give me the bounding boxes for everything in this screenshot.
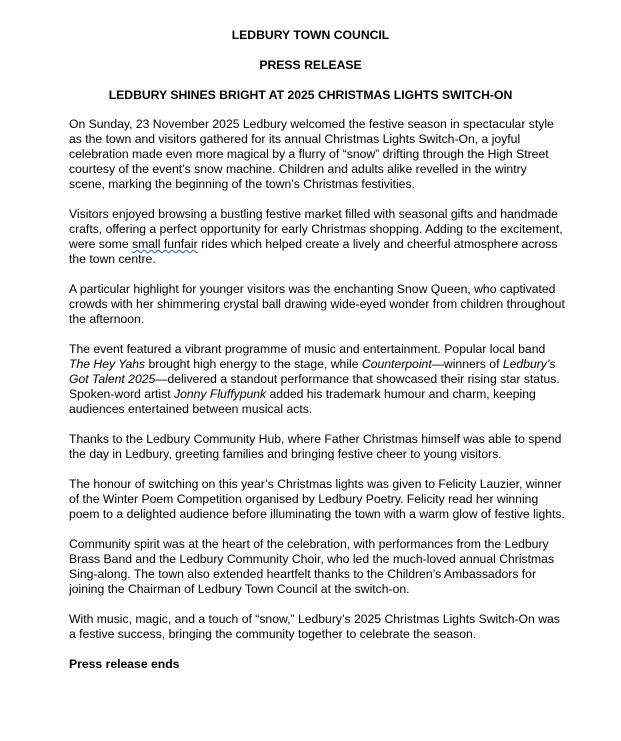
organisation-title: LEDBURY TOWN COUNCIL xyxy=(231,28,390,42)
paragraph-closing: With music, magic, and a touch of “snow,” Ledbury’s 2025 Christmas Lights Switch-On was a festive success, bringing the community together to celebrate the season. xyxy=(69,612,560,641)
paragraph-snow-queen: A particular highlight for younger visitors was the enchanting Snow Queen, who captivated crowds with her shimmering crystal ball drawing wide-eyed wonder from children throughout the afternoon. xyxy=(69,282,565,326)
paragraph-switch-on: The honour of switching on this year’s Christmas lights was given to Felicity Lauzier, winner of the Winter Poem Competition organised by Ledbury Poetry. Felicity read her winning poem to a delighted audience before illuminating the town with a warm glow of festive lights. xyxy=(69,477,565,521)
entertainment-text-c: —winners of xyxy=(431,357,503,371)
press-release-end: Press release ends xyxy=(69,657,180,671)
paragraph-intro: On Sunday, 23 November 2025 Ledbury welcomed the festive season in spectacular style as the town and visitors gathered for its annual Christmas Lights Switch-On, a joyful celebration made even more magical by a flurry of “snow” drifting through the High Street courtesy of the event’s snow machine. Children and adults alike revelled in the wintry scene, marking the beginning of the town’s Christmas festivities. xyxy=(69,117,554,191)
paragraph-market-text-a: Visitors enjoyed browsing a bustling festive market filled with seasonal gifts and handmade crafts, offering a perfect opportunity for early Christmas shopping. Adding to the excitement, were some xyxy=(69,207,563,251)
paragraph-entertainment xyxy=(69,342,565,417)
article-body xyxy=(69,117,565,687)
show-name: Ledbury’s Got Talent 2025 xyxy=(69,357,556,386)
group-name: Counterpoint xyxy=(361,357,432,371)
document-type: PRESS RELEASE xyxy=(259,58,362,72)
paragraph-community-spirit: Community spirit was at the heart of the celebration, with performances from the Ledbury Brass Band and the Ledbury Community Choir, who led the much-loved annual Christmas Sing-along. The town also extended heartfelt thanks to the Children’s Ambassadors for joining the Chairman of Ledbury Town Council at the switch-on. xyxy=(69,537,555,596)
headline: LEDBURY SHINES BRIGHT AT 2025 CHRISTMAS LIGHTS SWITCH-ON xyxy=(108,88,513,102)
entertainment-text-a: The event featured a vibrant programme of music and entertainment. Popular local band xyxy=(69,342,546,356)
paragraph-market-text-b: rides which helped create a lively and cheerful atmosphere across the town centre. xyxy=(69,237,558,266)
spellcheck-flagged-text: small funfair xyxy=(132,237,198,251)
entertainment-text-e: added his trademark humour and charm, keeping audiences entertained between musical acts. xyxy=(69,387,536,416)
band-name: The Hey Yahs xyxy=(69,357,146,371)
artist-name: Jonny Fluffypunk xyxy=(174,387,267,401)
paragraph-community-hub: Thanks to the Ledbury Community Hub, where Father Christmas himself was able to spend the day in Ledbury, greeting families and bringing festive cheer to young visitors. xyxy=(69,432,562,461)
paragraph-market xyxy=(69,207,565,267)
entertainment-text-d: —delivered a standout performance that showcased their rising star status. Spoken-word artist xyxy=(69,372,560,401)
entertainment-text-b: brought high energy to the stage, while xyxy=(145,357,362,371)
